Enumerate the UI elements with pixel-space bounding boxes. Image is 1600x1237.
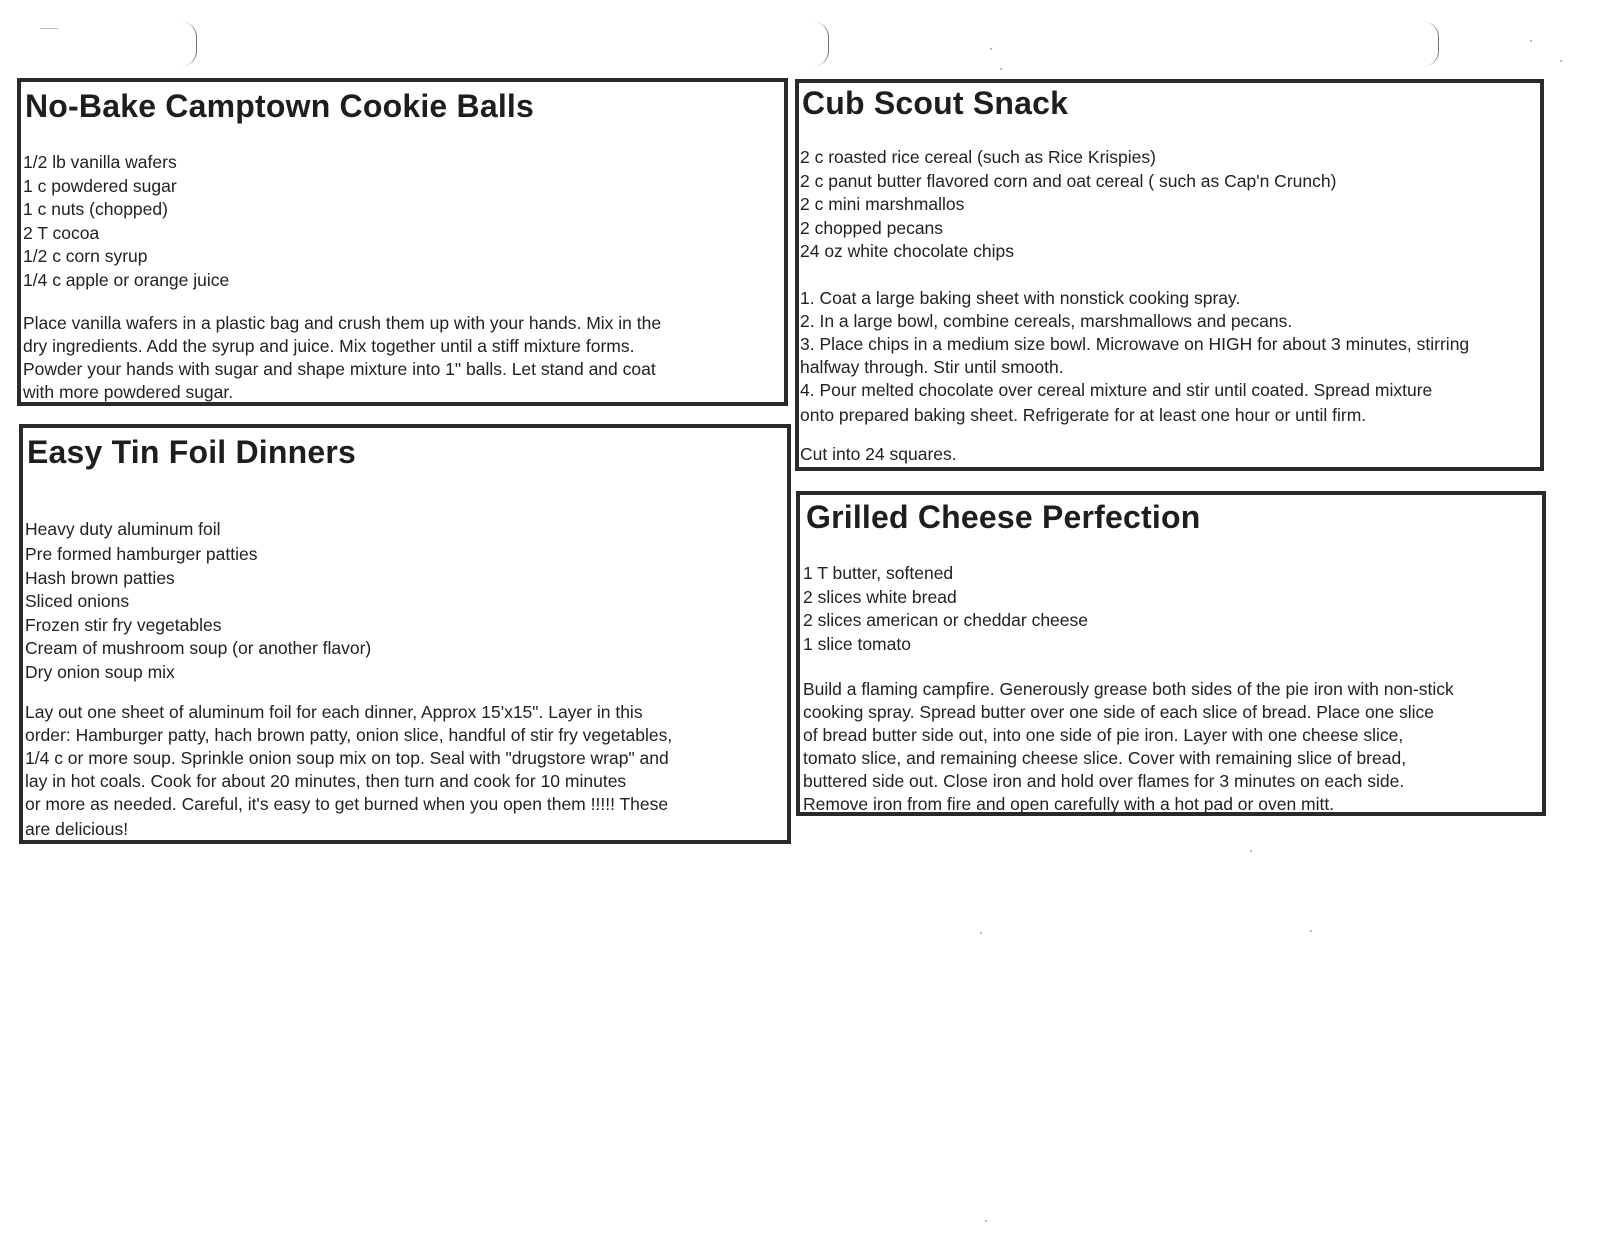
scan-speck [40,28,58,29]
ingredient: 2 c mini marshmallos [800,194,965,215]
directions-line: 1/4 c or more soup. Sprinkle onion soup mix on top. Seal with "drugstore wrap" and [25,748,669,768]
directions-line: cooking spray. Spread butter over one side of each slice of bread. Place one slice [803,702,1435,722]
ingredient: 2 slices american or cheddar cheese [803,610,1089,631]
ingredient-list [803,562,1088,656]
serving-note [800,443,957,466]
recipe-title: Easy Tin Foil Dinners [27,434,357,470]
step-line: onto prepared baking sheet. Refrigerate for at least one hour or until firm. [800,405,1367,425]
directions [25,701,672,843]
step-line: halfway through. Stir until smooth. [800,357,1064,377]
scan-speck [985,1220,987,1222]
hole-punch-mark [182,22,197,66]
ingredient: 24 oz white chocolate chips [800,241,1015,262]
recipe-card-grilled-cheese [796,491,1546,816]
step-line: 2. In a large bowl, combine cereals, marshmallows and pecans. [800,311,1293,331]
ingredient: 2 chopped pecans [800,217,944,238]
ingredient: 1 T butter, softened [803,563,954,583]
scan-speck [1000,68,1002,70]
ingredient-list [23,151,229,293]
ingredient-list [800,146,1336,264]
recipe-title: Cub Scout Snack [802,85,1069,121]
note-text: Cut into 24 squares. [800,444,957,464]
directions-line: Remove iron from fire and open carefully with a hot pad or oven mitt. [803,794,1335,814]
recipe-card-cookie-balls [17,78,788,406]
directions [803,678,1454,816]
scan-speck [1530,40,1532,42]
steps [800,287,1469,428]
ingredient: 1/2 lb vanilla wafers [23,152,177,172]
ingredient: 1/2 c corn syrup [23,246,148,267]
step-line: 1. Coat a large baking sheet with nonstick cooking spray. [800,288,1241,308]
ingredient: Cream of mushroom soup (or another flavor) [25,638,372,659]
hole-punch-mark [1424,22,1439,66]
ingredient: 1 c powdered sugar [23,175,177,196]
recipe-title: No-Bake Camptown Cookie Balls [25,88,535,124]
recipe-title: Grilled Cheese Perfection [806,499,1201,535]
directions-line: Powder your hands with sugar and shape mixture into 1" balls. Let stand and coat [23,359,656,379]
directions [23,312,661,404]
ingredient: 1 c nuts (chopped) [23,199,168,220]
recipe-card-tin-foil-dinners [19,424,791,844]
directions-line: with more powdered sugar. [23,382,234,402]
ingredient: Pre formed hamburger patties [25,544,258,564]
ingredient: Dry onion soup mix [25,661,175,682]
ingredient: 2 c panut butter flavored corn and oat cereal ( such as Cap'n Crunch) [800,170,1337,191]
step-line: 4. Pour melted chocolate over cereal mixture and stir until coated. Spread mixture [800,380,1433,400]
scan-speck [1250,850,1252,852]
directions-line: Build a flaming campfire. Generously grease both sides of the pie iron with non-stick [803,679,1454,699]
directions-line: Lay out one sheet of aluminum foil for each dinner, Approx 15'x15". Layer in this [25,702,643,722]
directions-line: lay in hot coals. Cook for about 20 minutes, then turn and cook for 10 minutes [25,771,627,791]
ingredient: 1/4 c apple or orange juice [23,269,230,290]
step-line: 3. Place chips in a medium size bowl. Microwave on HIGH for about 3 minutes, stirring [800,334,1470,354]
directions-line: of bread butter side out, into one side of pie iron. Layer with one cheese slice, [803,725,1404,745]
scan-speck [1310,930,1312,932]
scan-speck [980,932,982,934]
directions-line: or more as needed. Careful, it's easy to get burned when you open them !!!!! These [25,794,669,814]
ingredient: Sliced onions [25,591,130,612]
ingredient: 2 T cocoa [23,222,100,243]
directions-line: tomato slice, and remaining cheese slice. Cover with remaining slice of bread, [803,748,1407,768]
ingredient: Hash brown patties [25,567,175,588]
directions-line: buttered side out. Close iron and hold over flames for 3 minutes on each side. [803,771,1405,791]
ingredient-list [25,516,371,685]
ingredient: Frozen stir fry vegetables [25,614,222,635]
ingredient: Heavy duty aluminum foil [25,519,221,539]
scan-speck [1560,60,1562,62]
directions-line: dry ingredients. Add the syrup and juice. Mix together until a stiff mixture forms. [23,336,635,356]
ingredient: 2 c roasted rice cereal (such as Rice Krispies) [800,147,1156,167]
ingredient: 1 slice tomato [803,633,911,654]
directions-line: Place vanilla wafers in a plastic bag and crush them up with your hands. Mix in the [23,313,662,333]
hole-punch-mark [814,22,829,66]
directions-line: order: Hamburger patty, hach brown patty, onion slice, handful of stir fry vegetables, [25,725,673,745]
directions-line: are delicious! [25,819,129,839]
ingredient: 2 slices white bread [803,586,957,607]
recipe-card-cub-scout-snack [795,79,1544,471]
scan-speck [990,48,992,50]
